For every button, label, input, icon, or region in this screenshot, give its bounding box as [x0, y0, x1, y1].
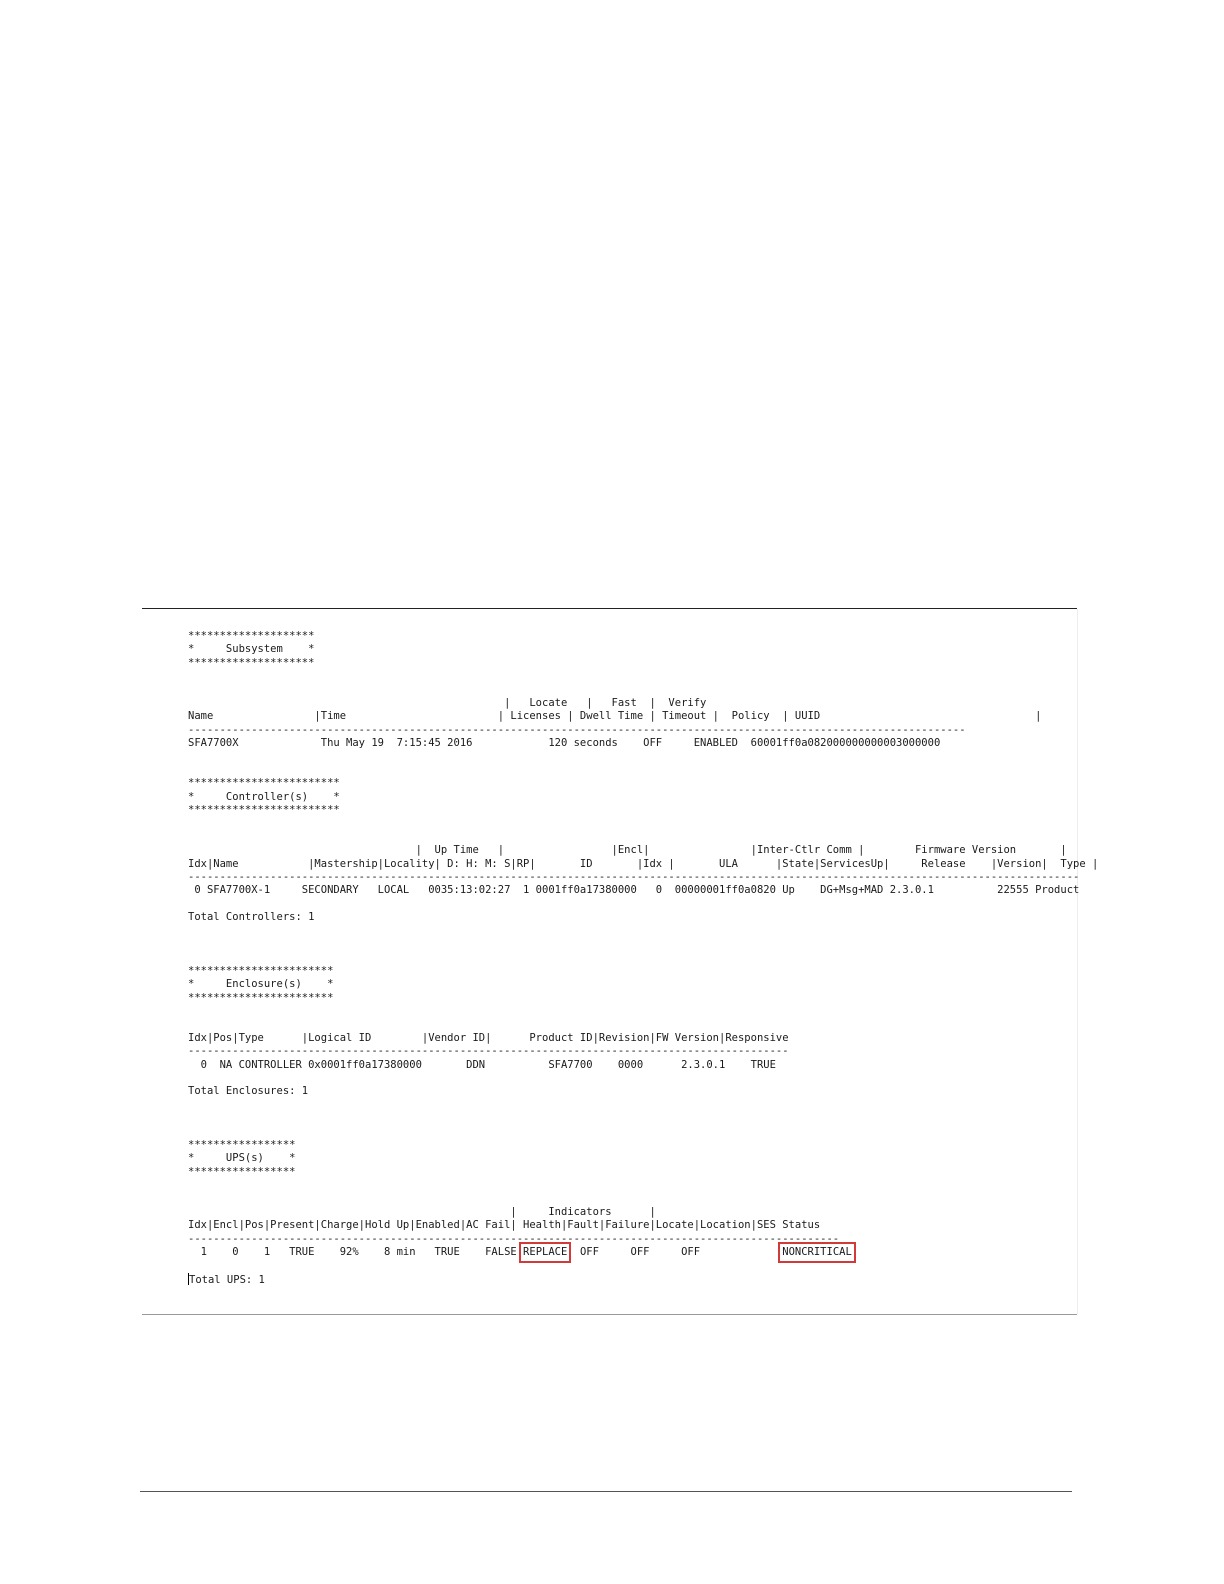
- subsystem-row: SFA7700X Thu May 19 7:15:45 2016 120 seconds OFF ENABLED 60001ff0a082000000000003000000: [188, 737, 941, 750]
- blank-line: [188, 670, 1098, 683]
- subsystem-banner-bottom: ********************: [188, 656, 315, 669]
- ups-health-highlight: REPLACE: [523, 1245, 568, 1258]
- ups-banner-title: * UPS(s) *: [188, 1152, 296, 1165]
- blank-line: [188, 951, 1098, 964]
- blank-line: [188, 1005, 1098, 1018]
- ups-total: Total UPS: 1: [189, 1273, 265, 1286]
- ups-divider: -------------------------------------------------------------------------------------------------------: [188, 1232, 840, 1245]
- controllers-banner-bottom: ************************: [188, 804, 340, 817]
- subsystem-divider: ---------------------------------------------------------------------------------------------------------------------------: [188, 723, 966, 736]
- ups-header: Idx|Encl|Pos|Present|Charge|Hold Up|Enabled|AC Fail| Health|Fault|Failure|Locate|Location|SES Status: [188, 1219, 821, 1232]
- controllers-banner-title: * Controller(s) *: [188, 790, 340, 803]
- controllers-banner-top: ************************: [188, 777, 340, 790]
- blank-line: [188, 1072, 1098, 1085]
- ups-row: [188, 1246, 1098, 1259]
- controllers-total: Total Controllers: 1: [188, 911, 315, 924]
- ups-row-values: 1 0 1 TRUE 92% 8 min TRUE FALSE: [188, 1245, 524, 1258]
- subsystem-banner-top: ********************: [188, 630, 315, 642]
- ups-header-top: | Indicators |: [188, 1205, 656, 1218]
- blank-line: [188, 925, 1098, 938]
- controllers-header-top: | Up Time | |Encl| |Inter-Ctlr Comm | Firmware Version |: [188, 844, 1067, 857]
- controllers-row: 0 SFA7700X-1 SECONDARY LOCAL 0035:13:02:27 1 0001ff0a17380000 0 00000001ff0a0820 Up DG+Msg+MAD 2.3.0.1 22555 Product: [188, 884, 1080, 897]
- blank-line: [188, 1179, 1098, 1192]
- blank-line: [188, 1018, 1098, 1031]
- blank-line: [188, 817, 1098, 830]
- subsystem-banner-title: * Subsystem *: [188, 643, 315, 656]
- footer-rule: [140, 1491, 1072, 1492]
- controllers-header: Idx|Name |Mastership|Locality| D: H: M: S|RP| ID |Idx | ULA |State|ServicesUp| Release |Version| Type |: [188, 857, 1099, 870]
- blank-line: [188, 831, 1098, 844]
- ups-banner-top: *****************: [188, 1138, 296, 1151]
- blank-line: [188, 1192, 1098, 1205]
- ups-indicator-values: OFF OFF OFF: [567, 1245, 783, 1258]
- blank-line: [188, 898, 1098, 911]
- enclosures-banner-top: ***********************: [188, 964, 334, 977]
- subsystem-header-top: | Locate | Fast | Verify: [188, 696, 707, 709]
- enclosures-divider: -----------------------------------------------------------------------------------------------: [188, 1045, 789, 1058]
- blank-line: [188, 1099, 1098, 1112]
- blank-line: [188, 1112, 1098, 1125]
- blank-line: [188, 764, 1098, 777]
- controllers-divider: ---------------------------------------------------------------------------------------------------------------------------------------------: [188, 871, 1080, 884]
- ups-banner-bottom: *****************: [188, 1165, 296, 1178]
- ups-ses-status-highlight: NONCRITICAL: [782, 1245, 852, 1258]
- blank-line: [188, 1125, 1098, 1138]
- blank-line: [188, 684, 1098, 697]
- enclosures-header: Idx|Pos|Type |Logical ID |Vendor ID| Product ID|Revision|FW Version|Responsive: [188, 1031, 789, 1044]
- blank-line: [188, 1259, 1098, 1272]
- top-rule: [142, 608, 1077, 609]
- terminal-output: [188, 630, 1098, 1286]
- enclosures-banner-bottom: ***********************: [188, 991, 334, 1004]
- subsystem-header: Name |Time | Licenses | Dwell Time | Timeout | Policy | UUID |: [188, 710, 1042, 723]
- blank-line: [188, 938, 1098, 951]
- blank-line: [188, 751, 1098, 764]
- enclosures-banner-title: * Enclosure(s) *: [188, 978, 334, 991]
- bottom-rule: [142, 1314, 1077, 1315]
- enclosures-total: Total Enclosures: 1: [188, 1085, 309, 1098]
- enclosures-row: 0 NA CONTROLLER 0x0001ff0a17380000 DDN SFA7700 0000 2.3.0.1 TRUE: [188, 1058, 776, 1071]
- ups-total-line[interactable]: [188, 1273, 1098, 1286]
